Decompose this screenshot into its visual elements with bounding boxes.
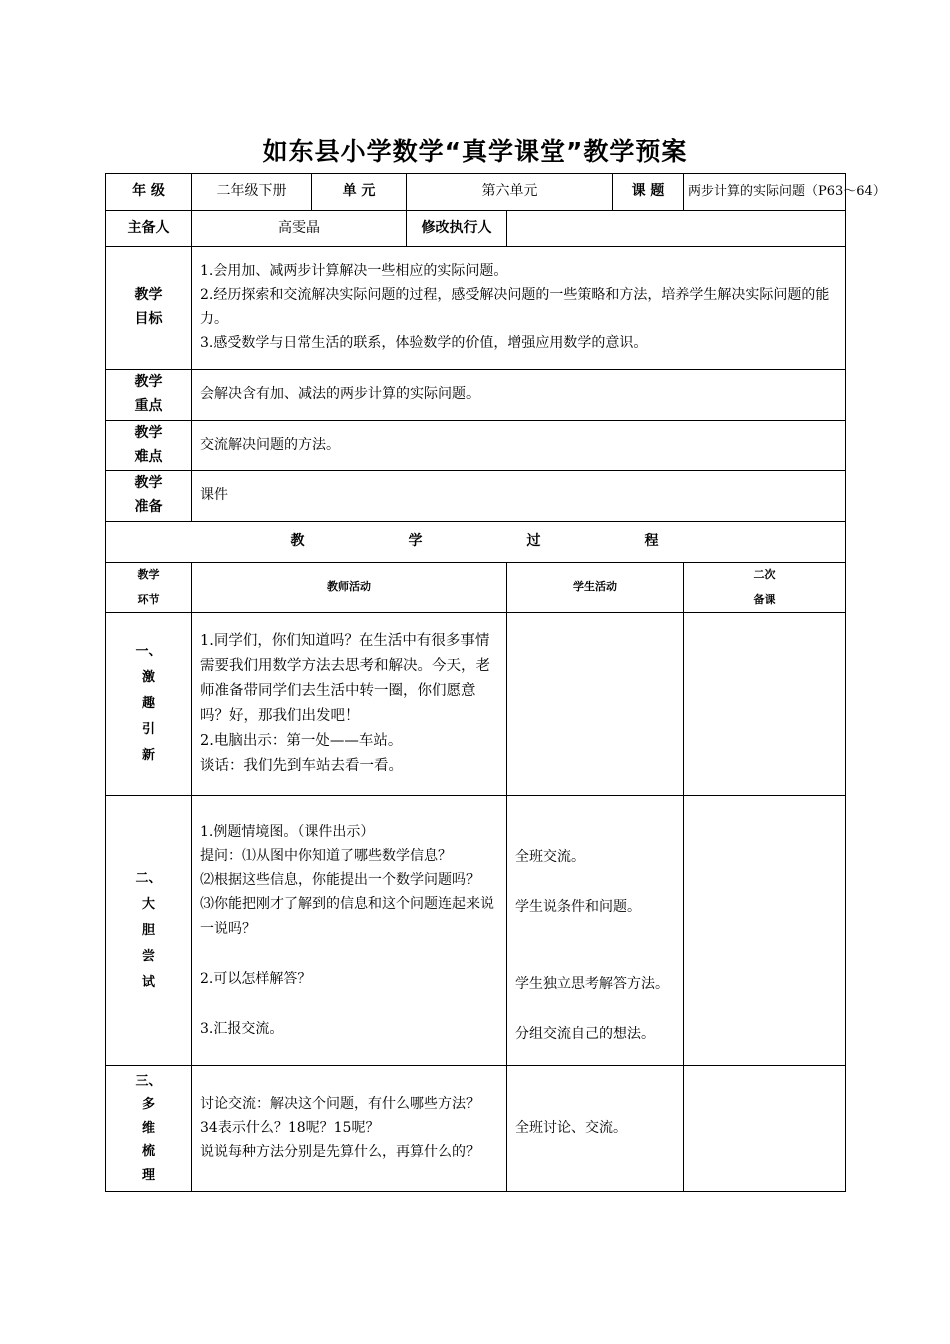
- header-row-1: [106, 174, 846, 211]
- stage-name-char: 三、: [135, 1074, 162, 1090]
- stage-name-char: 多: [141, 1097, 155, 1113]
- student-column-header: 学生活动: [507, 563, 684, 613]
- student-activity-line: 学生说条件和问题。: [515, 899, 641, 916]
- second-prep-cell: [684, 613, 846, 796]
- stage-name: [106, 613, 192, 796]
- spacer: [515, 946, 675, 972]
- difficulty-row: [106, 421, 846, 471]
- spacer: [515, 920, 675, 946]
- spacer: [200, 991, 498, 1017]
- stage-name-char: 新: [141, 748, 155, 763]
- key-point-label-line-1: 教学: [134, 374, 163, 391]
- reviser-value: [507, 211, 846, 247]
- process-char: 教: [290, 533, 307, 550]
- teacher-activity-line: 说说每种方法分别是先算什么，再算什么的？: [200, 1143, 480, 1160]
- stage-name-char: 梳: [141, 1144, 155, 1160]
- stage-name-char: 胆: [141, 922, 155, 938]
- teacher-column-header: 教师活动: [192, 563, 507, 613]
- preparation-text: 课件: [192, 471, 846, 522]
- stage-name-char: 二、: [135, 870, 162, 886]
- preparer-label: 主备人: [106, 211, 192, 247]
- stage-name: [106, 796, 192, 1066]
- goals-content: [192, 247, 846, 370]
- teacher-activity-line: 34表示什么？18呢？15呢？: [200, 1119, 380, 1136]
- difficulty-text: 交流解决问题的方法。: [192, 421, 846, 471]
- stage-header-line-2: 环节: [137, 592, 160, 606]
- teacher-activity-line: ⑵根据这些信息，你能提出一个数学问题吗？: [200, 872, 480, 889]
- process-char: 程: [644, 533, 661, 550]
- stage-name-char: 试: [141, 974, 155, 990]
- header-row-2: [106, 211, 846, 247]
- stage-name-char: 理: [141, 1167, 155, 1183]
- stage-column-header: [106, 563, 192, 613]
- page-title: 如东县小学数学“真学课堂”教学预案: [262, 137, 688, 166]
- preparation-label: [106, 471, 192, 522]
- stage-name-char: 激: [141, 670, 155, 685]
- reviser-label: 修改执行人: [407, 211, 507, 247]
- stage-name-char: 引: [141, 722, 155, 737]
- stage-row-1: [106, 613, 846, 796]
- difficulty-label-line-1: 教学: [134, 424, 163, 441]
- student-activity-line: 学生独立思考解答方法。: [515, 975, 669, 992]
- goals-label: [106, 247, 192, 370]
- unit-label: 单 元: [312, 174, 407, 211]
- second-prep-cell: [684, 1066, 846, 1192]
- difficulty-label-line-2: 难点: [134, 448, 163, 465]
- goals-label-line-2: 目标: [134, 311, 163, 327]
- student-activity: [507, 1066, 684, 1192]
- stage-header-line-1: 教学: [137, 568, 160, 582]
- stage-name-char: 趣: [141, 696, 155, 711]
- grade-label: 年 级: [106, 174, 192, 211]
- stage-name-char: 一、: [135, 644, 162, 659]
- stage-name-char: 大: [141, 896, 155, 912]
- student-activity-line: 分组交流自己的想法。: [515, 1025, 655, 1042]
- student-activity: [507, 613, 684, 796]
- goal-item: 3.感受数学与日常生活的联系，体验数学的价值，增强应用数学的意识。: [200, 334, 648, 351]
- stage-name: [106, 1066, 192, 1192]
- student-activity-line: 全班交流。: [515, 849, 585, 866]
- column-header-row: [106, 563, 846, 613]
- spacer: [515, 869, 675, 895]
- goals-row: [106, 247, 846, 370]
- unit-value: 第六单元: [407, 174, 613, 211]
- student-activity-line: 全班讨论、交流。: [515, 1119, 627, 1136]
- stage-name-char: 尝: [141, 948, 155, 964]
- process-char: 学: [408, 533, 425, 550]
- teacher-activity-line: 2.可以怎样解答？: [200, 970, 312, 987]
- topic-value: 两步计算的实际问题（P63～64）: [684, 174, 846, 211]
- key-point-label-line-2: 重点: [134, 398, 163, 414]
- stage-row-2: [106, 796, 846, 1066]
- preparation-label-line-1: 教学: [134, 475, 163, 492]
- lesson-plan-table: [105, 173, 886, 1192]
- second-prep-cell: [684, 796, 846, 1066]
- key-point-row: [106, 370, 846, 421]
- key-point-text: 会解决含有加、减法的两步计算的实际问题。: [192, 370, 846, 421]
- preparation-row: [106, 471, 846, 522]
- second-prep-header-line-2: 备课: [753, 592, 776, 606]
- process-char: 过: [526, 533, 543, 550]
- preparation-label-line-2: 准备: [134, 499, 163, 515]
- goal-item: 1.会用加、减两步计算解决一些相应的实际问题。: [200, 263, 508, 280]
- difficulty-label: [106, 421, 192, 471]
- preparer-value: 高雯晶: [192, 211, 407, 247]
- key-point-label: [106, 370, 192, 421]
- topic-label: 课 题: [613, 174, 684, 211]
- spacer: [515, 996, 675, 1022]
- teacher-activity-line: 1.例题情境图。（课件出示）: [200, 824, 375, 841]
- spacer: [200, 941, 498, 967]
- teacher-activity-line: 1.同学们，你们知道吗？在生活中有很多事情需要我们用数学方法去思考和解决。今天，老师准备带同学们去生活中转一圈，你们愿意吗？好，那我们出发吧！: [200, 633, 490, 724]
- teacher-activity-line: ⑶你能把刚才了解到的信息和这个问题连起来说一说吗？: [200, 896, 494, 937]
- process-heading: [106, 522, 846, 563]
- teacher-activity: [192, 796, 507, 1066]
- stage-row-3: [106, 1066, 846, 1192]
- teacher-activity: [192, 613, 507, 796]
- stage-name-char: 维: [141, 1120, 155, 1136]
- student-activity: [507, 796, 684, 1066]
- teacher-activity-line: 3.汇报交流。: [200, 1020, 284, 1037]
- second-prep-column-header: [684, 563, 846, 613]
- teacher-activity: [192, 1066, 507, 1192]
- second-prep-header-line-1: 二次: [753, 568, 776, 582]
- teacher-activity-line: 2.电脑出示：第一处——车站。: [200, 732, 403, 749]
- teacher-activity-line: 提问：⑴从图中你知道了哪些数学信息？: [200, 848, 452, 865]
- teacher-activity-line: 讨论交流：解决这个问题，有什么哪些方法？: [200, 1095, 480, 1112]
- goals-label-line-1: 教学: [134, 287, 163, 304]
- goal-item: 2.经历探索和交流解决实际问题的过程，感受解决问题的一些策略和方法，培养学生解决实际问题的能力。: [200, 287, 830, 327]
- process-heading-row: [106, 522, 846, 563]
- teacher-activity-line: 谈话：我们先到车站去看一看。: [200, 757, 403, 774]
- grade-value: 二年级下册: [192, 174, 312, 211]
